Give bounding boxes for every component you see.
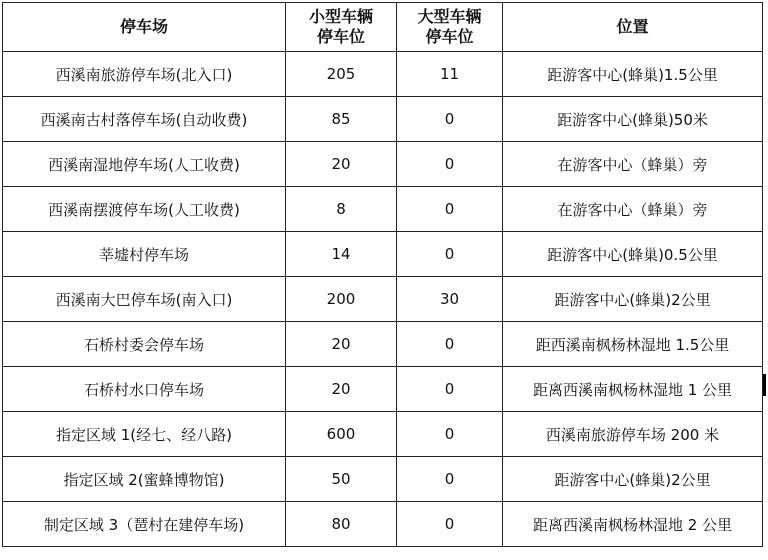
cell-small-spaces: 600 — [286, 412, 397, 457]
table-row — [3, 97, 763, 142]
cell-location: 距游客中心(蜂巢)0.5公里 — [503, 232, 763, 277]
cell-large-spaces: 0 — [397, 142, 503, 187]
header-label-line1: 小型车辆 — [308, 7, 373, 26]
cell-parking-lot: 西溪南大巴停车场(南入口) — [3, 277, 286, 322]
cell-parking-lot: 石桥村委会停车场 — [3, 322, 286, 367]
cell-location: 距游客中心(蜂巢)1.5公里 — [503, 52, 763, 97]
parking-table — [2, 2, 763, 547]
cell-small-spaces: 8 — [286, 187, 397, 232]
table-row — [3, 187, 763, 232]
cell-location: 在游客中心（蜂巢）旁 — [503, 187, 763, 232]
cell-small-spaces: 20 — [286, 142, 397, 187]
cell-location: 距西溪南枫杨林湿地 1.5公里 — [503, 322, 763, 367]
cell-small-spaces: 80 — [286, 502, 397, 547]
cell-large-spaces: 0 — [397, 97, 503, 142]
header-label: 位置 — [616, 17, 649, 36]
cell-large-spaces: 0 — [397, 502, 503, 547]
cell-parking-lot: 指定区域 2(蜜蜂博物馆) — [3, 457, 286, 502]
cell-large-spaces: 0 — [397, 232, 503, 277]
cell-parking-lot: 制定区域 3（琶村在建停车场) — [3, 502, 286, 547]
cell-large-spaces: 30 — [397, 277, 503, 322]
cell-parking-lot: 西溪南摆渡停车场(人工收费) — [3, 187, 286, 232]
header-large-vehicle-spaces — [397, 3, 503, 52]
table-row — [3, 142, 763, 187]
cell-parking-lot: 西溪南古村落停车场(自动收费) — [3, 97, 286, 142]
table-row — [3, 457, 763, 502]
cell-small-spaces: 20 — [286, 367, 397, 412]
cell-location: 距离西溪南枫杨林湿地 2 公里 — [503, 502, 763, 547]
header-label-line2: 停车位 — [316, 27, 365, 46]
cell-small-spaces: 50 — [286, 457, 397, 502]
table-row — [3, 277, 763, 322]
cell-location: 距游客中心(蜂巢)2公里 — [503, 277, 763, 322]
table-row — [3, 412, 763, 457]
cell-parking-lot: 石桥村水口停车场 — [3, 367, 286, 412]
table-row — [3, 322, 763, 367]
cell-parking-lot: 指定区域 1(经七、经八路) — [3, 412, 286, 457]
table-row — [3, 52, 763, 97]
cell-large-spaces: 0 — [397, 457, 503, 502]
cell-small-spaces: 205 — [286, 52, 397, 97]
edge-marker — [763, 374, 766, 396]
header-label-line1: 大型车辆 — [417, 7, 482, 26]
cell-large-spaces: 11 — [397, 52, 503, 97]
header-location — [503, 3, 763, 52]
header-parking-lot — [3, 3, 286, 52]
cell-location: 在游客中心（蜂巢）旁 — [503, 142, 763, 187]
header-small-vehicle-spaces — [286, 3, 397, 52]
cell-parking-lot: 西溪南旅游停车场(北入口) — [3, 52, 286, 97]
cell-location: 距游客中心(蜂巢)2公里 — [503, 457, 763, 502]
cell-large-spaces: 0 — [397, 187, 503, 232]
cell-small-spaces: 20 — [286, 322, 397, 367]
cell-location: 距离西溪南枫杨林湿地 1 公里 — [503, 367, 763, 412]
table-row — [3, 232, 763, 277]
cell-small-spaces: 14 — [286, 232, 397, 277]
header-row — [3, 3, 763, 52]
table-row — [3, 502, 763, 547]
cell-large-spaces: 0 — [397, 412, 503, 457]
cell-large-spaces: 0 — [397, 322, 503, 367]
cell-location: 西溪南旅游停车场 200 米 — [503, 412, 763, 457]
cell-large-spaces: 0 — [397, 367, 503, 412]
header-label: 停车场 — [119, 17, 168, 36]
cell-parking-lot: 莘墟村停车场 — [3, 232, 286, 277]
table-row — [3, 367, 763, 412]
cell-small-spaces: 200 — [286, 277, 397, 322]
header-label-line2: 停车位 — [425, 27, 474, 46]
cell-small-spaces: 85 — [286, 97, 397, 142]
cell-parking-lot: 西溪南湿地停车场(人工收费) — [3, 142, 286, 187]
cell-location: 距游客中心(蜂巢)50米 — [503, 97, 763, 142]
